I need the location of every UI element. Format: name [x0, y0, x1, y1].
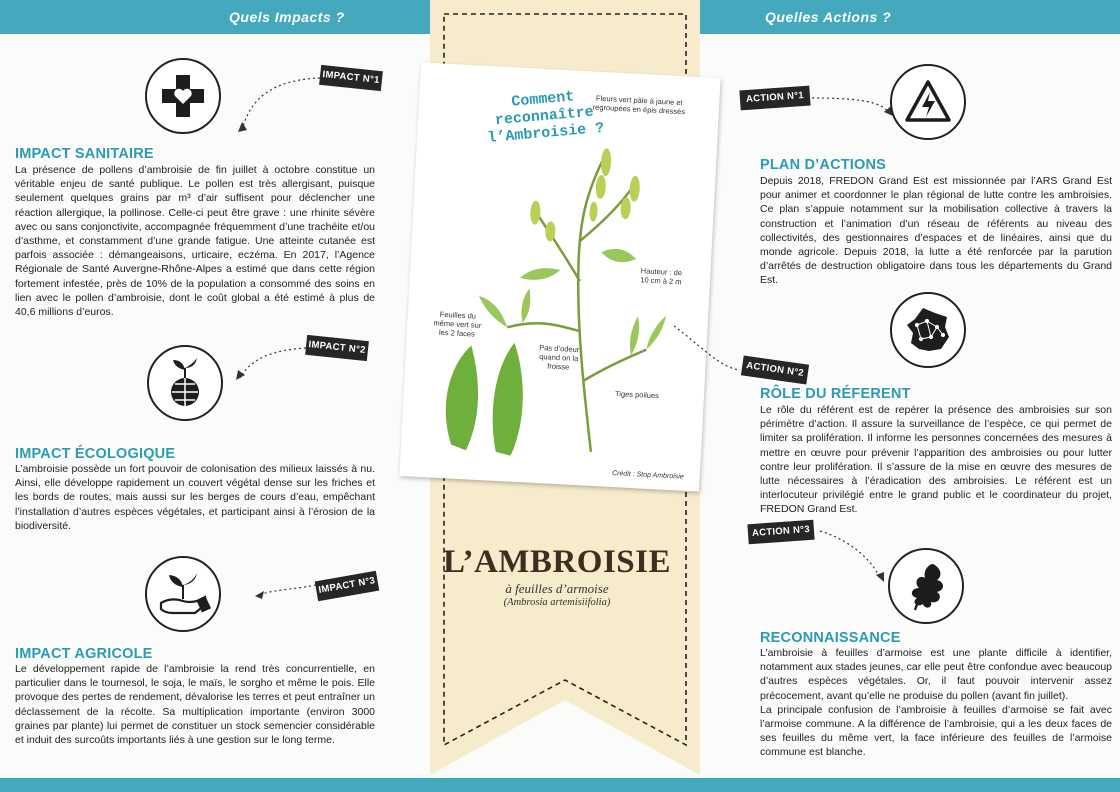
action-1-paragraph: Depuis 2018, FREDON Grand Est est missionnée par l’ARS Grand Est pour animer et coordonner le plan régional de lutte contre les ambroisies. Ce plan s’appuie notamment sur la mobilisation collective à travers la construction et l’animation d’un réseau de référents au niveau des collectivités, des gestionnaires d’espaces et de linéaires, ainsi que du monde agricole. Depuis 2018, la lutte a été renforcée par la parution d’arrêtés de destruction obligatoire dans tous les départements du Grand Est. — [760, 175, 1112, 287]
card-title: Comment reconnaître l’Ambroisie ? — [486, 88, 605, 147]
action-2-heading: RÔLE DU RÉFERENT — [760, 386, 911, 402]
impacts-section-title: Quels Impacts ? — [229, 9, 345, 25]
action-3-tag: ACTION N°3 — [747, 520, 814, 545]
smell-label: Pas d’odeur quand on la froisse — [538, 343, 580, 372]
impact-1-paragraph: La présence de pollens d’ambroisie de fin juillet à octobre constitue un véritable enjeu de santé publique. Le pollen est très allergisant, puisque seulement quelques grains par m³ d’air suffisent pour déclencher une réaction allergique, la pollinose. Celle-ci peut être grave : une rhinite sévère avec ou sans conjonctivite, accompagnée fréquemment d’une trachéite et/ou d’asthme, et constamment d’une grande fatigue. Une atteinte cutanée est parfois associée : démangeaisons, urticaire, eczéma. En 2017, l’Agence Régionale de Santé Auvergne-Rhône-Alpes a estimé que dans cette région fortement infestée, près de 10% de la population a consommé des soins en lien avec le pollen d’ambroisie, dont le coût global a été estimé à plus de 40,6 millions d’euros. — [15, 164, 375, 319]
action-1-tag: ACTION N°1 — [739, 86, 810, 111]
flowers-label: Fleurs vert pâle à jaune et regroupées en épis dressés — [592, 93, 686, 117]
action-3-paragraph-2: La principale confusion de l’ambroisie à feuilles d’armoise se fait avec l’armoise commune. A la différence de l’ambroisie, qui a les deux faces de ses feuilles du même vert, la face inférieure des feuilles de l’armoise commune est blanche. — [760, 703, 1112, 759]
action-3-text — [760, 646, 1112, 760]
impact-1-tag: IMPACT N°1 — [319, 65, 383, 91]
main-title: L’AMBROISIE — [442, 544, 671, 580]
impact-3-paragraph: Le développement rapide de l’ambroisie la rend très concurrentielle, en particulier dans le tournesol, le soja, le maïs, le sorgho et même le pois. Elle provoque des pertes de rendement, dévalorise les terres et peut entraîner un déclassement de la récolte. Sa multiplication importante (environ 3000 graines par plante) lui permet de constituer un stock semencier considérable et induit des surcoûts importants liés à une gestion sur le long terme. — [15, 663, 375, 747]
action-1-text — [760, 174, 1112, 288]
action-2-paragraph: Le rôle du référent est de repérer la présence des ambroisies sur son périmètre d’action. Il assure la surveillance de l’espèce, ce qui permet de limiter sa prolifération. Il informe les personnes concernées des mesures à mettre en œuvre pour prévenir l’apparition des ambroisies ou pour lutter contre leur prolifération. Il s’assure de la mise en œuvre des mesures de lutte nécessaires à l’éradication des ambroisies. Le référent est un interlocuteur privilégié entre le grand public et le coordinateur du projet, FREDON Grand Est. — [760, 404, 1112, 516]
lightning-triangle-icon — [890, 64, 966, 140]
seedling-in-hand-icon — [145, 556, 221, 632]
impact-2-paragraph: L’ambroisie possède un fort pouvoir de colonisation des milieux laissés à nu. Ainsi, elle développe rapidement un couvert végétal dense sur les friches et les bords de routes, mais aussi sur les berges de cours d’eau, empêchant l’installation d’autres espèces végétales, et participant ainsi à l’érosion de la biodiversité. — [15, 463, 375, 532]
impact-1-text — [15, 163, 375, 319]
action-2-text — [760, 403, 1112, 517]
latin-name: (Ambrosia artemisiifolia) — [503, 597, 611, 608]
main-subtitle: à feuilles d’armoise — [505, 581, 609, 596]
stems-label: Tiges poilues — [614, 389, 660, 401]
plant-on-globe-icon — [147, 345, 223, 421]
impact-3-heading: IMPACT AGRICOLE — [15, 646, 153, 662]
france-network-map-icon — [890, 292, 966, 368]
action-3-heading: RECONNAISSANCE — [760, 630, 901, 646]
impact-3-tag: IMPACT N°3 — [315, 571, 380, 601]
leaves-label: Feuilles du même vert sur les 2 faces — [433, 309, 482, 339]
action-3-paragraph-1: L’ambroisie à feuilles d’armoise est une plante difficile à identifier, notamment aux stades jeunes, car elle peut être confondue avec beaucoup d’autres espèces végétales. Or, il faut pouvoir intervenir assez précocement, avant qu’elle ne produise du pollen (avant fin juillet). — [760, 647, 1112, 702]
actions-section-title: Quelles Actions ? — [765, 9, 892, 25]
card-credit: Crédit : Stop Ambroisie — [611, 469, 684, 481]
impact-2-heading: IMPACT ÉCOLOGIQUE — [15, 446, 176, 462]
impact-2-text — [15, 462, 375, 533]
ragweed-leaf-icon — [888, 548, 964, 624]
impact-2-tag: IMPACT N°2 — [305, 335, 369, 361]
action-2-tag: ACTION N°2 — [741, 356, 809, 385]
medical-cross-heart-icon — [145, 58, 221, 134]
impact-1-heading: IMPACT SANITAIRE — [15, 146, 154, 162]
impact-3-text — [15, 662, 375, 747]
action-1-heading: PLAN D’ACTIONS — [760, 157, 887, 173]
height-label: Hauteur : de 10 cm à 2 m — [640, 266, 683, 287]
